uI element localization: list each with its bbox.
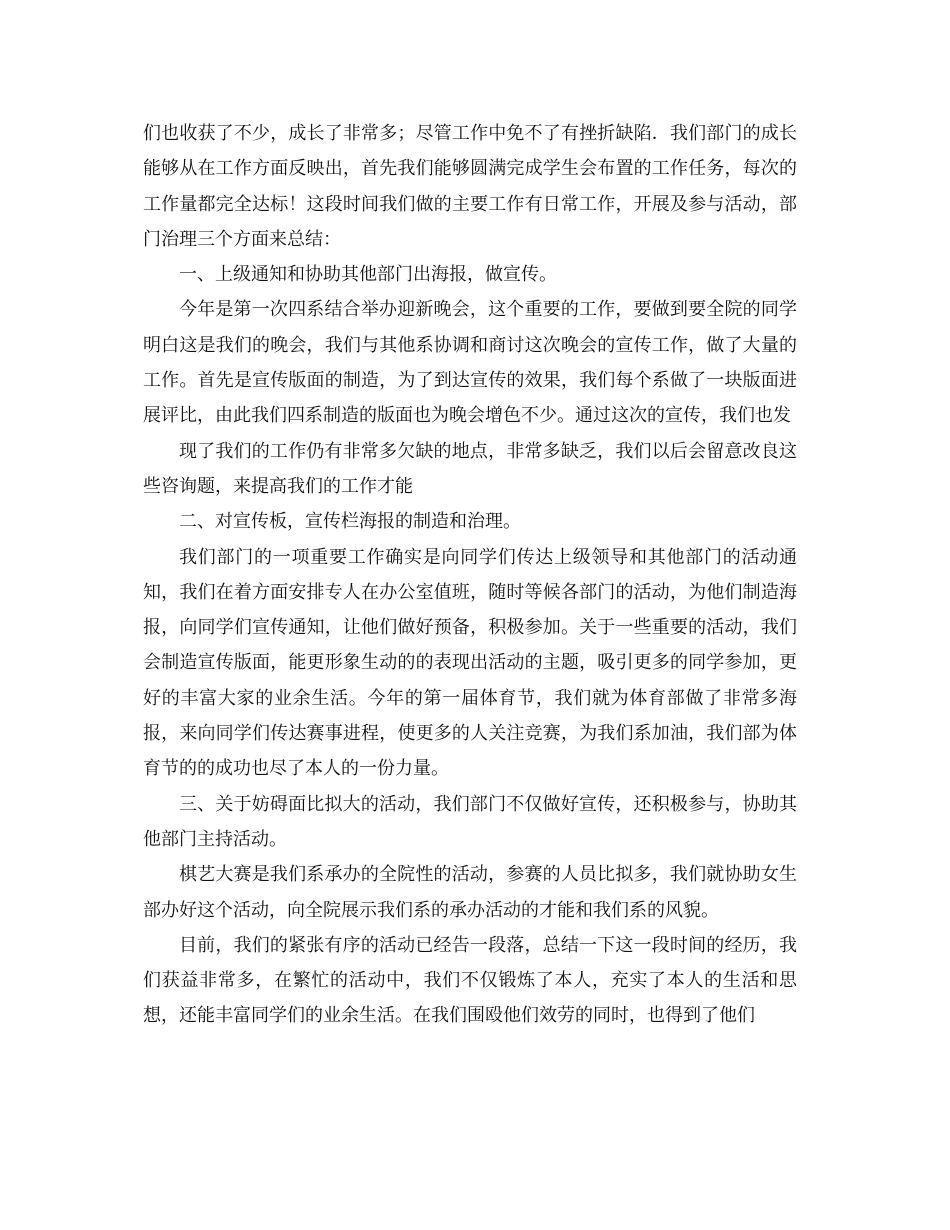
paragraph-7: 三、关于妨碍面比拟大的活动，我们部门不仅做好宣传，还积极参与，协助其他部门主持活动。 [143, 793, 797, 850]
paragraph-8: 棋艺大赛是我们系承办的全院性的活动，参赛的人员比拟多，我们就协助女生部办好这个活动，向全院展示我们系的承办活动的才能和我们系的风貌。 [143, 864, 797, 921]
paragraph-6: 我们部门的一项重要工作确实是向同学们传达上级领导和其他部门的活动通知，我们在着方面安排专人在办公室值班，随时等候各部门的活动，为他们制造海报，向同学们宣传通知，让他们做好预备，积极参加。关于一些重要的活动，我们会制造宣传版面，能更形象生动的的表现出活动的主题，吸引更多的同学参加，更好的丰富大家的业余生活。今年的第一届体育节，我们就为体育部做了非常多海报，来向同学们传达赛事进程，使更多的人关注竞赛，为我们系加油，我们部为体育节的的成功也尽了本人的一份力量。 [143, 546, 797, 780]
paragraph-3: 今年是第一次四系结合举办迎新晚会，这个重要的工作，要做到要全院的同学明白这是我们的晚会，我们与其他系协调和商讨这次晚会的宣传工作，做了大量的工作。首先是宣传版面的制造，为了到达宣传的效果，我们每个系做了一块版面进展评比，由此我们四系制造的版面也为晚会增色不少。通过这次的宣传，我们也发 [143, 299, 797, 427]
paragraph-4: 现了我们的工作仍有非常多欠缺的地点，非常多缺乏，我们以后会留意改良这些咨询题，来提高我们的工作才能 [143, 440, 797, 497]
paragraph-9: 目前，我们的紧张有序的活动已经告一段落，总结一下这一段时间的经历，我们获益非常多，在繁忙的活动中，我们不仅锻炼了本人，充实了本人的生活和思想，还能丰富同学们的业余生活。在我们围殴他们效劳的同时，也得到了他们 [143, 934, 797, 1027]
paragraph-5: 二、对宣传板，宣传栏海报的制造和治理。 [179, 511, 521, 533]
document-body [143, 116, 797, 1034]
paragraph-2: 一、上级通知和协助其他部门出海报，做宣传。 [179, 264, 557, 286]
paragraph-1: 们也收获了不少，成长了非常多；尽管工作中免不了有挫折缺陷．我们部门的成长能够从在工作方面反映出，首先我们能够圆满完成学生会布置的工作任务，每次的工作量都完全达标！这段时间我们做的主要工作有日常工作，开展及参与活动，部门治理三个方面来总结： [143, 123, 797, 250]
